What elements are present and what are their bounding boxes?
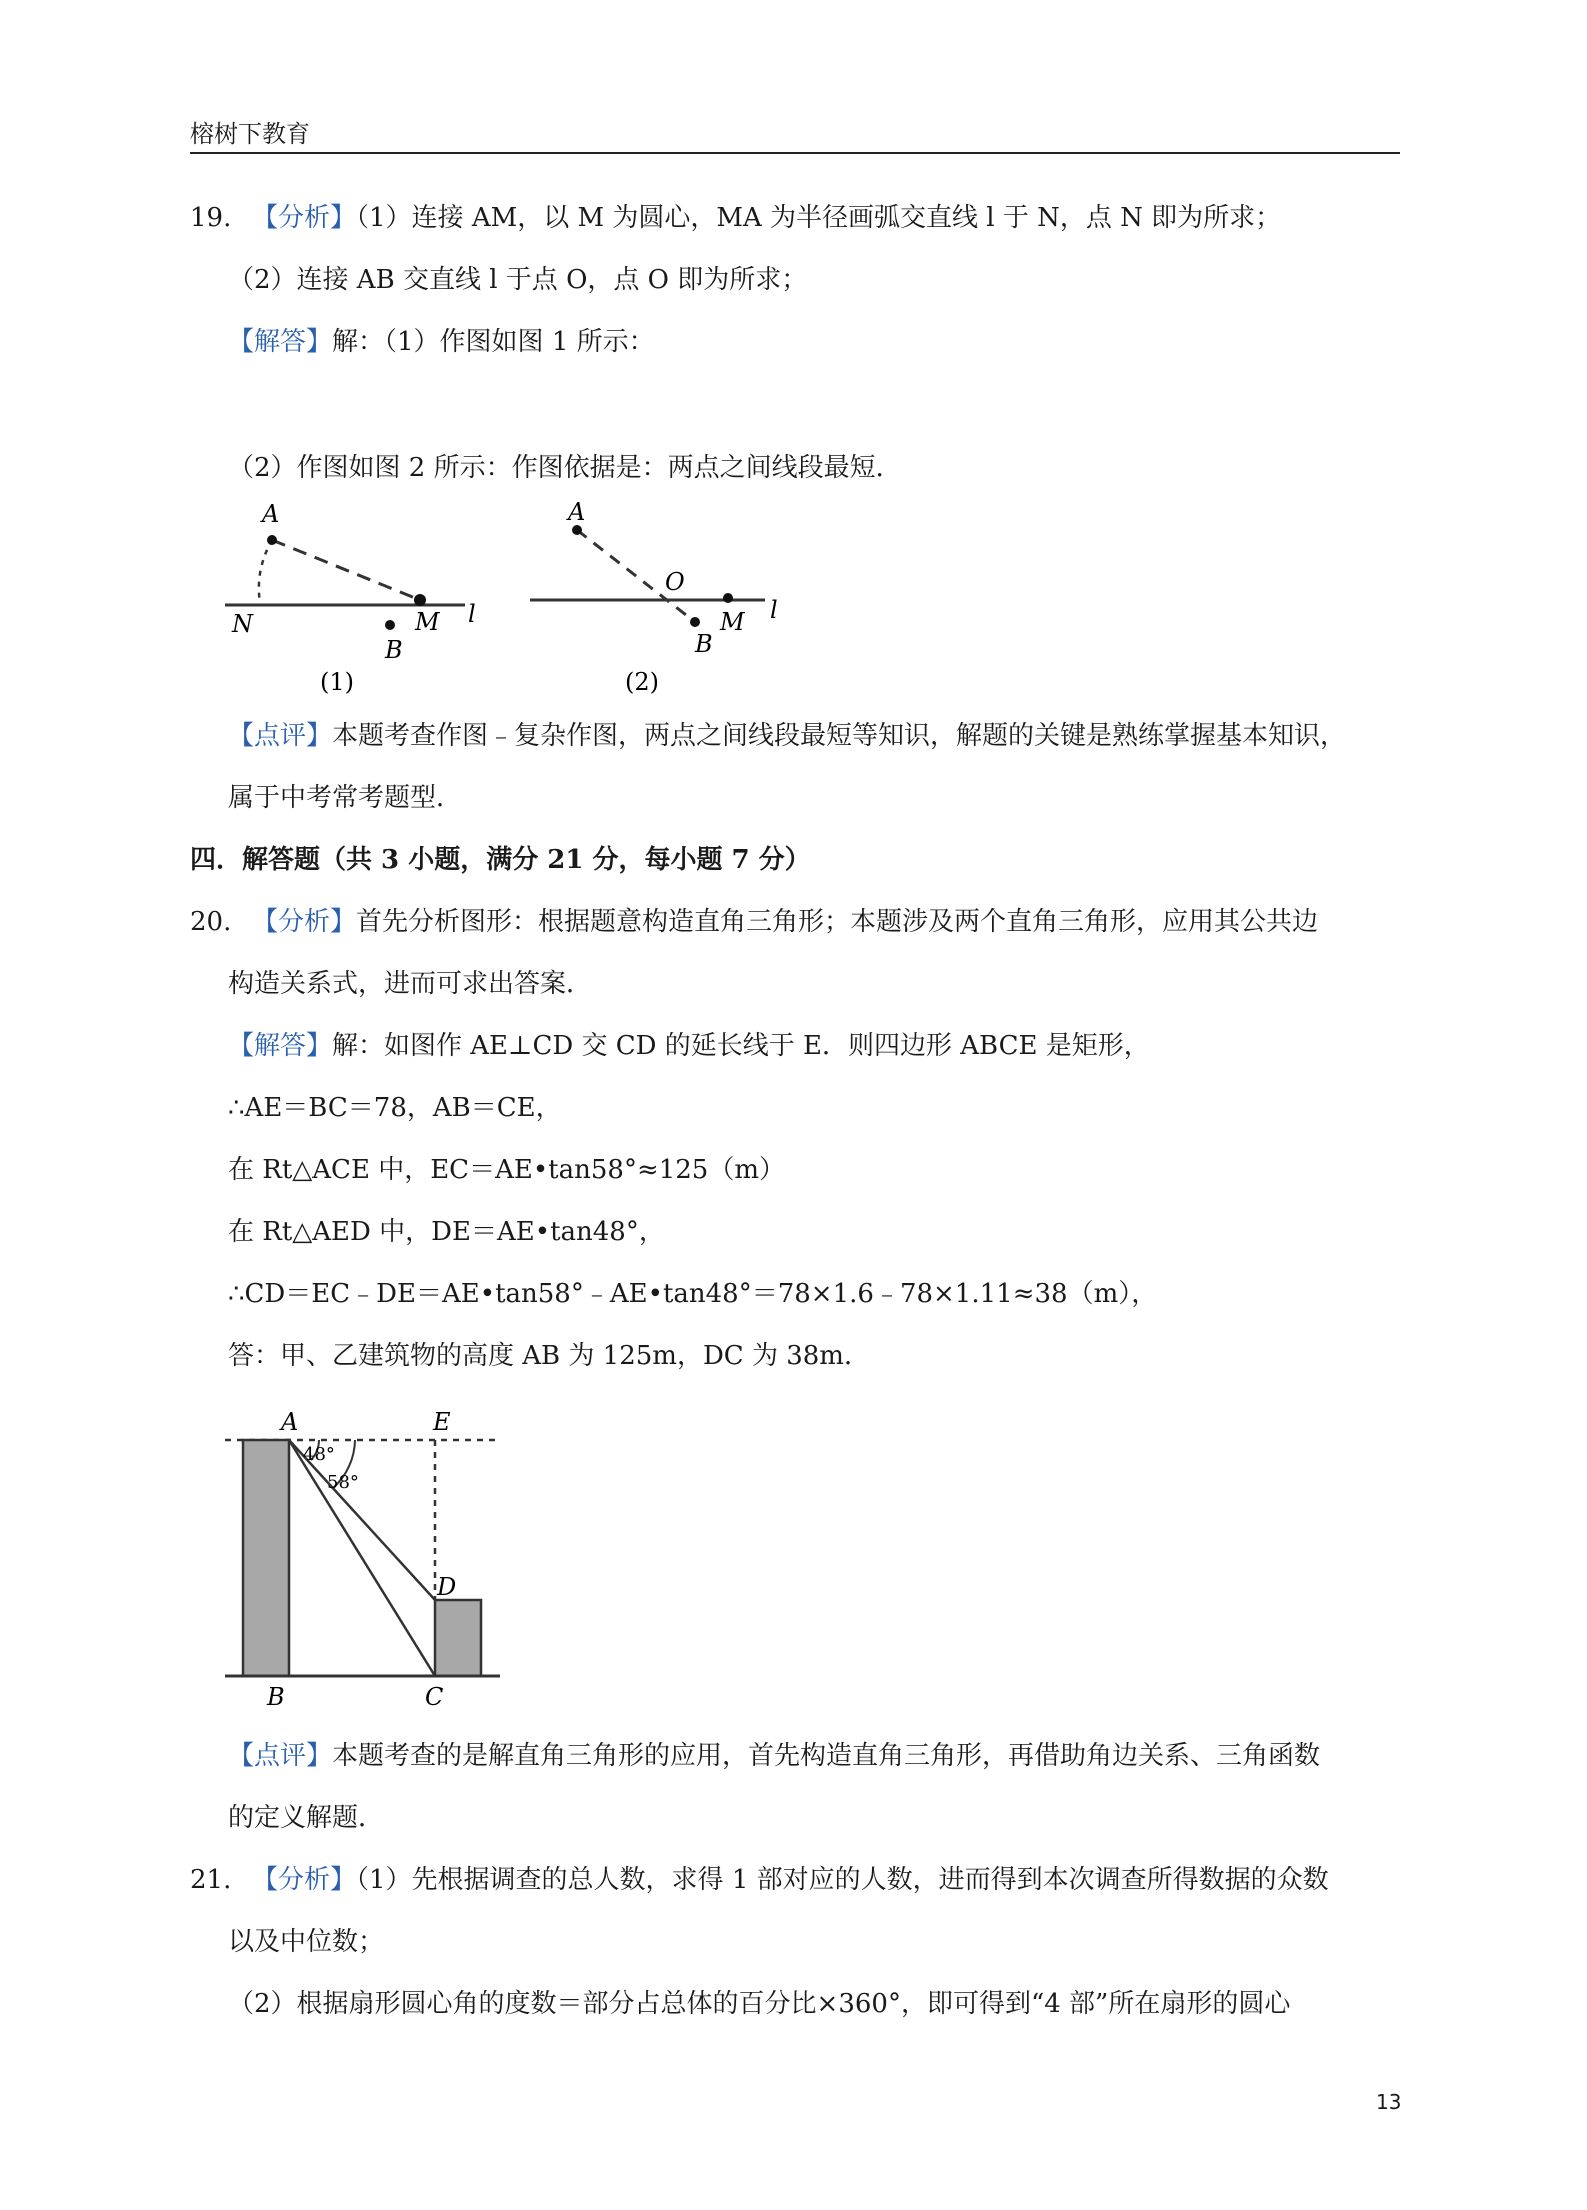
q20-comment-line2: 的定义解题． (228, 1803, 385, 1833)
point-b-2 (690, 617, 700, 627)
caption-1: (1) (320, 668, 354, 696)
analysis-tag: 【分析】 (252, 203, 357, 233)
q20-answer-line1 (228, 1028, 1150, 1064)
q19-analysis-text-1: （1）连接 AM，以 M 为圆心，MA 为半径画弧交直线 l 于 N，点 N 即为所求； (356, 203, 1282, 233)
q19-figure-2 (530, 498, 778, 696)
q21-analysis-line2: 以及中位数； (228, 1927, 385, 1957)
segment-ac (289, 1440, 435, 1676)
label-d: D (437, 1573, 457, 1601)
label-a: A (281, 1408, 299, 1436)
q20-analysis-line1 (252, 904, 1318, 940)
q19-answer-text-1: 解：（1）作图如图 1 所示： (332, 327, 655, 357)
q19-figures (210, 490, 810, 710)
label-n: N (232, 610, 253, 638)
q20-figure (215, 1400, 515, 1720)
label-e: E (433, 1408, 451, 1436)
label-b: B (267, 1683, 285, 1711)
arc-mn (259, 540, 272, 603)
q21-analysis-text-1: （1）先根据调查的总人数，求得 1 部对应的人数，进而得到本次调查所得数据的众数 (356, 1865, 1329, 1895)
label-angle-48: 48° (303, 1444, 335, 1465)
q20-comment-text-1: 本题考查的是解直角三角形的应用，首先构造直角三角形，再借助角边关系、三角函数 (332, 1741, 1321, 1771)
q20-answer-line6: 答：甲、乙建筑物的高度 AB 为 125m，DC 为 38m． (228, 1341, 870, 1371)
q20-analysis-line2: 构造关系式，进而可求出答案． (228, 969, 593, 999)
label-m: M (415, 608, 440, 636)
label-angle-58: 58° (327, 1472, 359, 1493)
q20-answer-line5: ∴CD＝EC﹣DE＝AE•tan58°﹣AE•tan48°＝78×1.6﹣78×1.11≈38（m）， (228, 1279, 1158, 1309)
q19-comment-line1 (228, 718, 1346, 754)
q19-comment-line2: 属于中考常考题型． (228, 783, 463, 813)
q21-analysis-line3: （2）根据扇形圆心角的度数＝部分占总体的百分比×360°，即可得到“4 部”所在扇形的圆心 (228, 1989, 1291, 2019)
question-number-19: 19. (190, 203, 232, 233)
q20-comment-line1 (228, 1738, 1320, 1774)
q19-answer-line1 (228, 324, 655, 360)
q19-answer-line2: （2）作图如图 2 所示：作图依据是：两点之间线段最短． (228, 453, 902, 483)
comment-tag: 【点评】 (228, 721, 333, 751)
point-b (385, 620, 395, 630)
q20-answer-text-1: 解：如图作 AE⊥CD 交 CD 的延长线于 E．则四边形 ABCE 是矩形， (332, 1031, 1150, 1061)
point-a (267, 535, 277, 545)
label-l: l (468, 600, 476, 628)
page-header (190, 108, 1400, 154)
point-m-2 (723, 593, 733, 603)
q19-comment-text-1: 本题考查作图﹣复杂作图，两点之间线段最短等知识，解题的关键是熟练掌握基本知识， (332, 721, 1347, 751)
label-b-2: B (695, 630, 713, 658)
q21-analysis-line1 (252, 1862, 1329, 1898)
q19-analysis-line2: （2）连接 AB 交直线 l 于点 O，点 O 即为所求； (228, 265, 808, 295)
question-number-21: 21. (190, 1865, 232, 1895)
header-title: 榕树下教育 (190, 120, 310, 148)
analysis-tag: 【分析】 (252, 1865, 357, 1895)
answer-tag: 【解答】 (228, 327, 333, 357)
q19-figure-1 (225, 500, 476, 696)
segment-am (272, 540, 420, 600)
section-title: 四．解答题（共 3 小题，满分 21 分，每小题 7 分） (190, 845, 811, 875)
point-m (414, 594, 426, 606)
point-a-2 (572, 525, 582, 535)
analysis-tag: 【分析】 (252, 907, 357, 937)
label-b: B (385, 636, 403, 664)
q20-answer-line4: 在 Rt△AED 中，DE＝AE•tan48°， (228, 1217, 665, 1247)
question-number-20: 20. (190, 907, 232, 937)
label-m-2: M (720, 608, 745, 636)
label-o: O (665, 568, 685, 596)
label-a: A (262, 500, 280, 528)
building-ab (243, 1440, 289, 1676)
building-cd (435, 1600, 481, 1676)
caption-2: (2) (625, 668, 659, 696)
label-l-2: l (770, 596, 778, 624)
q20-answer-line2: ∴AE＝BC＝78，AB＝CE， (228, 1093, 562, 1123)
answer-tag: 【解答】 (228, 1031, 333, 1061)
label-c: C (425, 1683, 444, 1711)
comment-tag: 【点评】 (228, 1741, 333, 1771)
page-number: 13 (1376, 2090, 1402, 2114)
label-a-2: A (568, 498, 586, 526)
q19-analysis-line1 (252, 200, 1281, 236)
q20-answer-line3: 在 Rt△ACE 中，EC＝AE•tan58°≈125（m） (228, 1155, 786, 1185)
q20-analysis-text-1: 首先分析图形：根据题意构造直角三角形；本题涉及两个直角三角形，应用其公共边 (356, 907, 1319, 937)
